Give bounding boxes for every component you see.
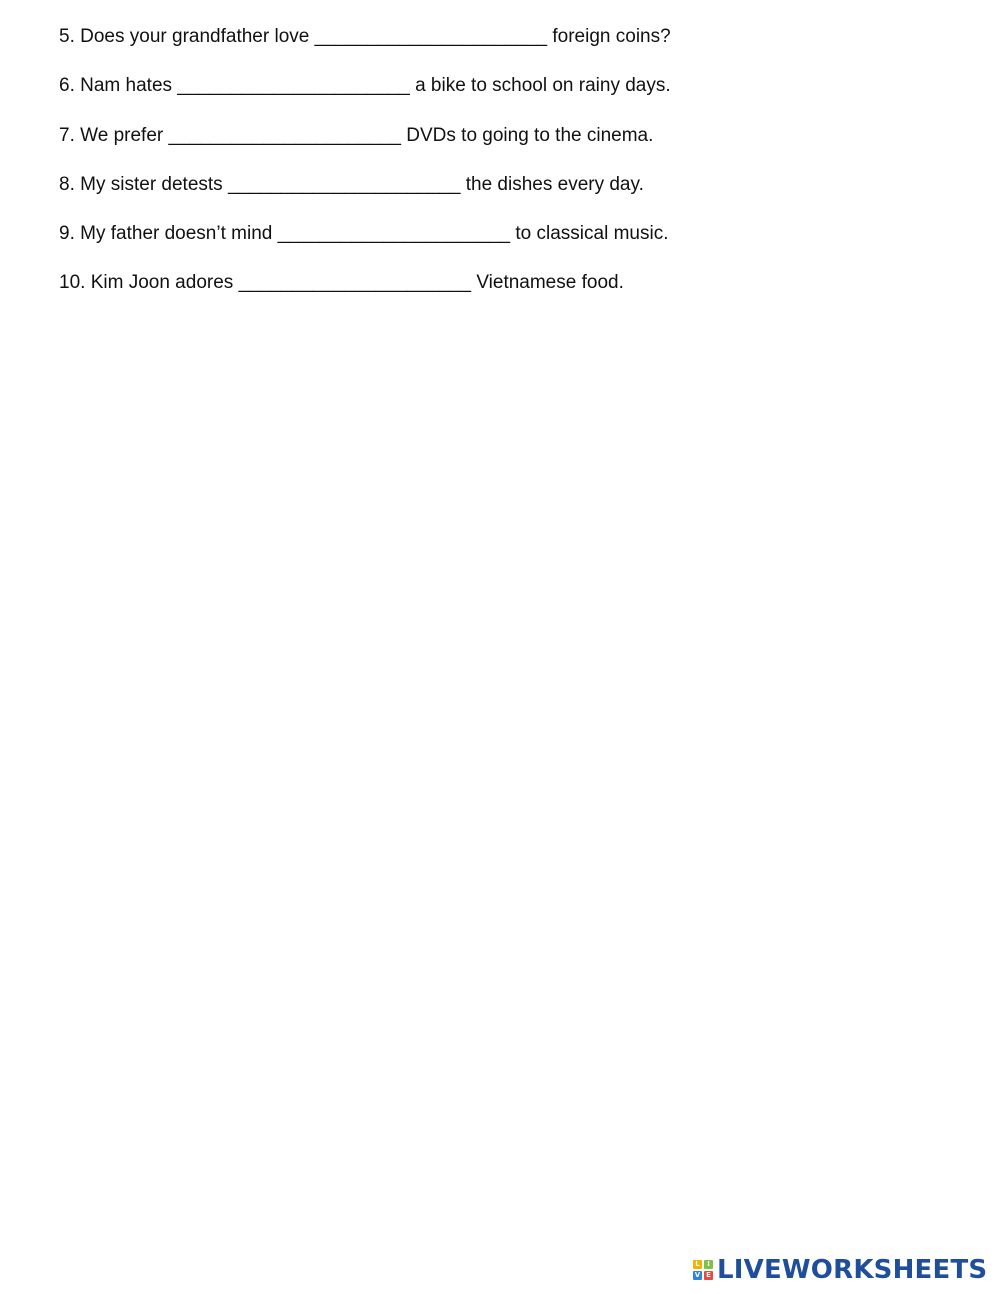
liveworksheets-mark-icon [693,1260,713,1280]
question-text-after: the dishes every day. [465,173,644,195]
answer-blank[interactable]: ______________________ [227,173,461,195]
question-7 [59,123,959,172]
answer-blank[interactable]: ______________________ [177,75,410,97]
question-text-after: DVDs to going to the cinema. [406,124,654,146]
worksheet-questions [59,24,959,320]
question-5 [59,24,959,73]
liveworksheets-logo [693,1255,987,1285]
question-text-after: Vietnamese food. [476,272,624,294]
question-8 [59,172,959,221]
logo-mark-letter: I [704,1260,713,1269]
logo-mark-letter: E [704,1271,713,1280]
question-text-after: a bike to school on rainy days. [415,75,671,97]
logo-text: LIVEWORKSHEETS [717,1255,988,1285]
answer-blank[interactable]: ______________________ [168,124,401,146]
question-number: 7. [59,124,75,146]
answer-blank[interactable]: ______________________ [277,223,511,245]
question-text-before: Nam hates [80,75,173,97]
answer-blank[interactable]: ______________________ [314,26,548,47]
question-number: 10. [59,272,86,294]
question-9 [59,221,959,270]
answer-blank[interactable]: ______________________ [238,272,472,294]
question-number: 6. [59,75,75,97]
logo-mark-letter: V [694,1271,701,1279]
question-text-after: to classical music. [515,223,669,245]
question-text-before: Does your grandfather love [80,26,310,47]
question-text-before: We prefer [80,124,164,146]
question-6 [59,73,959,122]
question-number: 5. [59,26,75,47]
logo-mark-letter: L [693,1260,702,1269]
question-text-before: Kim Joon adores [90,272,234,294]
question-text-after: foreign coins? [552,26,671,47]
question-10 [59,270,959,319]
question-number: 9. [59,223,75,245]
question-text-before: My father doesn’t mind [80,223,273,245]
question-number: 8. [59,173,75,195]
question-text-before: My sister detests [80,173,223,195]
